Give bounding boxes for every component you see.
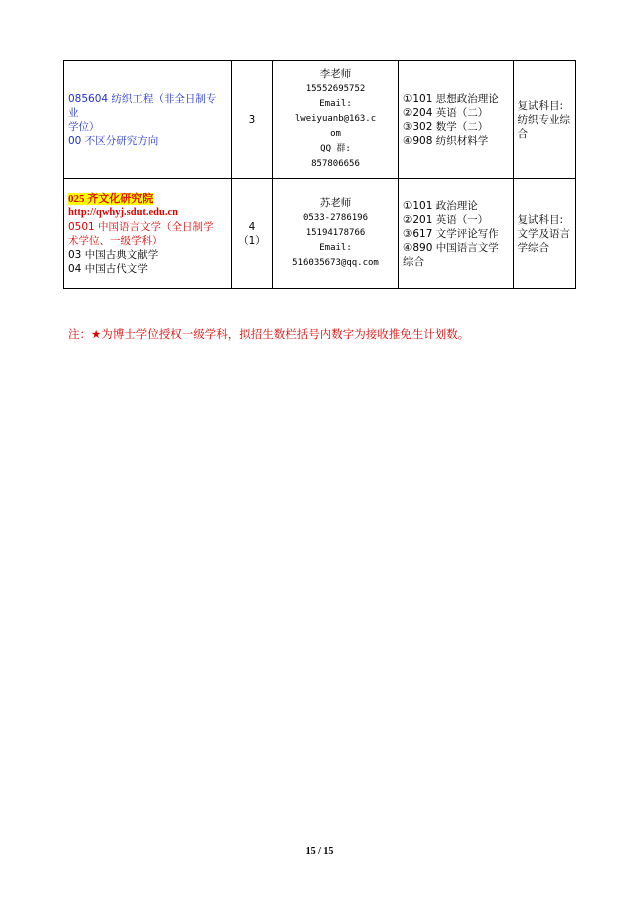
retest-text: 学综合 [517,241,550,254]
quota-cell [231,61,272,179]
exam-subject: ④908 纺织材料学 [402,134,489,147]
exam-subject: ①101 政治理论 [402,199,478,212]
exam-subject: ②201 英语（一） [402,213,489,226]
contact-phone: 15552695752 [305,84,366,94]
contact-name: 苏老师 [319,197,352,209]
table-row [64,179,576,289]
retest-label: 复试科目: [517,213,564,226]
table-row [64,61,576,179]
quota-cell [231,179,272,289]
contact-cell [273,179,399,289]
retest-label: 复试科目: [517,99,564,112]
retest-cell [513,179,575,289]
contact-email-cont: om [330,129,341,139]
contact-email: lweiyuanb@163.c [294,114,377,124]
contact-name: 李老师 [319,68,352,80]
quota-value: 3 [248,113,256,126]
contact-email-label: Email: [319,99,352,109]
contact-qq: 857806656 [311,159,360,169]
exam-subject: ④890 中国语言文学 [402,241,499,254]
page-number: 15 / 15 [305,846,334,857]
quota-exempt: （1） [238,234,266,247]
contact-phone: 15194178766 [305,228,366,238]
retest-text: 合 [517,127,529,140]
exam-subject: ③302 数学（二） [402,120,489,133]
retest-cell [513,61,575,179]
contact-cell [273,61,399,179]
contact-email: 516035673@qq.com [292,258,379,268]
quota-value: 4 [248,220,256,233]
retest-text: 纺织专业综 [517,113,571,126]
program-direction: 00 不区分研究方向 [68,134,159,147]
admission-table [63,60,576,289]
exam-subject: ③617 文学评论写作 [402,227,499,240]
retest-text: 文学及语言 [517,227,571,240]
exam-cell [398,61,513,179]
contact-phone: 0533-2786196 [302,213,369,223]
program-direction: 03 中国古典文献学 [68,248,159,261]
program-cell [64,179,232,289]
contact-qq-label: QQ 群: [320,144,351,154]
program-cell [64,61,232,179]
program-line: 学位） [68,120,100,133]
program-line: 0501 中国语言文学（全日制学 [68,220,214,233]
program-line: 085604 纺织工程（非全日制专业 [68,92,217,119]
program-direction: 04 中国古代文学 [68,262,148,275]
program-line: 术学位、一级学科） [68,234,163,247]
exam-cell [398,179,513,289]
exam-subject: ②204 英语（二） [402,106,489,119]
contact-email-label: Email: [319,243,352,253]
department-url[interactable]: http://qwhyj.sdut.edu.cn [68,206,178,218]
exam-subject-cont: 综合 [402,255,424,268]
exam-subject: ①101 思想政治理论 [402,92,499,105]
department-name: 025 齐文化研究院 [68,192,154,205]
footnote: 注：★为博士学位授权一级学科，拟招生数栏括号内数字为接收推免生计划数。 [68,327,470,341]
